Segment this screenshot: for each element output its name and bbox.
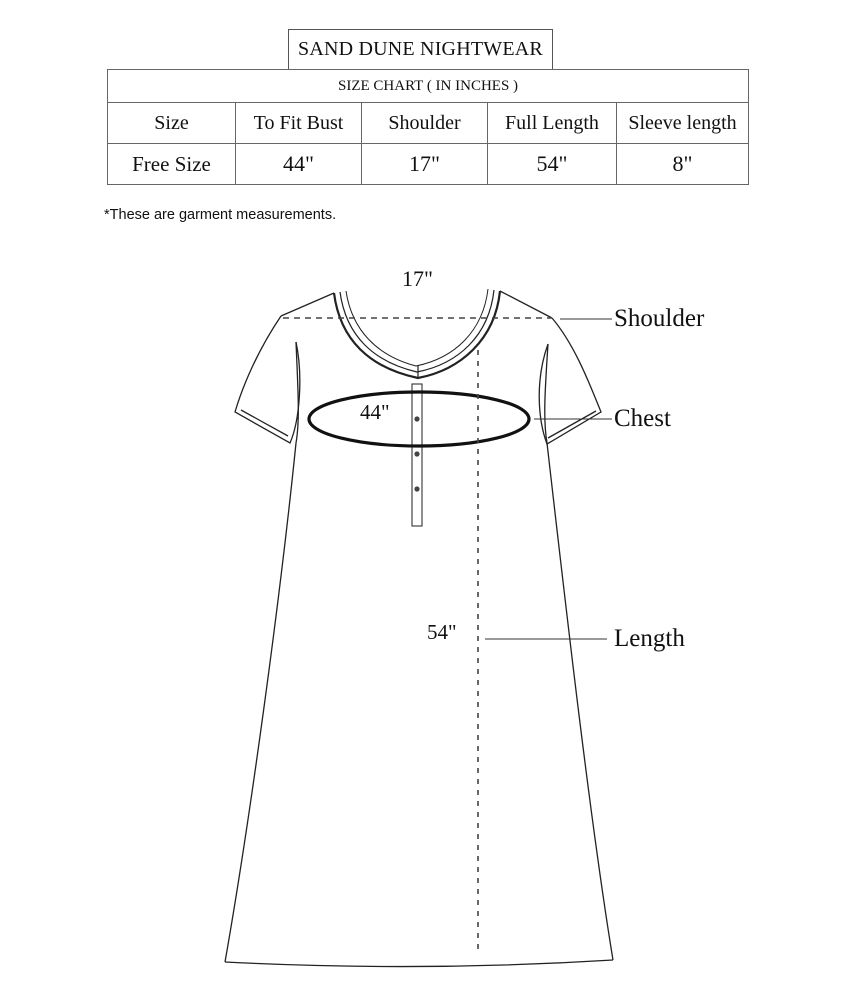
- header-full-length: Full Length: [488, 103, 617, 144]
- right-side-seam: [547, 443, 613, 960]
- header-shoulder: Shoulder: [362, 103, 488, 144]
- header-sleeve-length: Sleeve length: [617, 103, 749, 144]
- cell-bust: 44": [236, 144, 362, 185]
- neckline: [334, 289, 500, 378]
- length-value: 54": [427, 620, 457, 644]
- button-icon: [414, 451, 419, 456]
- chest-value: 44": [360, 400, 390, 424]
- left-sleeve-hem: [241, 410, 288, 436]
- chest-label: Chest: [614, 405, 671, 432]
- right-sleeve-hem: [548, 411, 596, 438]
- placket: [412, 384, 422, 526]
- brand-title: SAND DUNE NIGHTWEAR: [288, 29, 553, 69]
- right-armhole: [545, 344, 548, 443]
- cell-size: Free Size: [108, 144, 236, 185]
- button-icon: [414, 486, 419, 491]
- size-chart-caption: SIZE CHART ( IN INCHES ): [108, 70, 749, 103]
- length-label: Length: [614, 625, 685, 652]
- shoulder-label: Shoulder: [614, 305, 705, 332]
- hem: [225, 960, 613, 967]
- right-shoulder-seam: [500, 291, 552, 318]
- left-shoulder-seam: [281, 293, 334, 316]
- cell-shoulder: 17": [362, 144, 488, 185]
- header-size: Size: [108, 103, 236, 144]
- header-to-fit-bust: To Fit Bust: [236, 103, 362, 144]
- button-icon: [414, 416, 419, 421]
- left-side-seam: [225, 443, 296, 962]
- cell-full-length: 54": [488, 144, 617, 185]
- measurement-note: *These are garment measurements.: [104, 207, 337, 223]
- shoulder-value: 17": [402, 266, 433, 291]
- cell-sleeve-length: 8": [617, 144, 749, 185]
